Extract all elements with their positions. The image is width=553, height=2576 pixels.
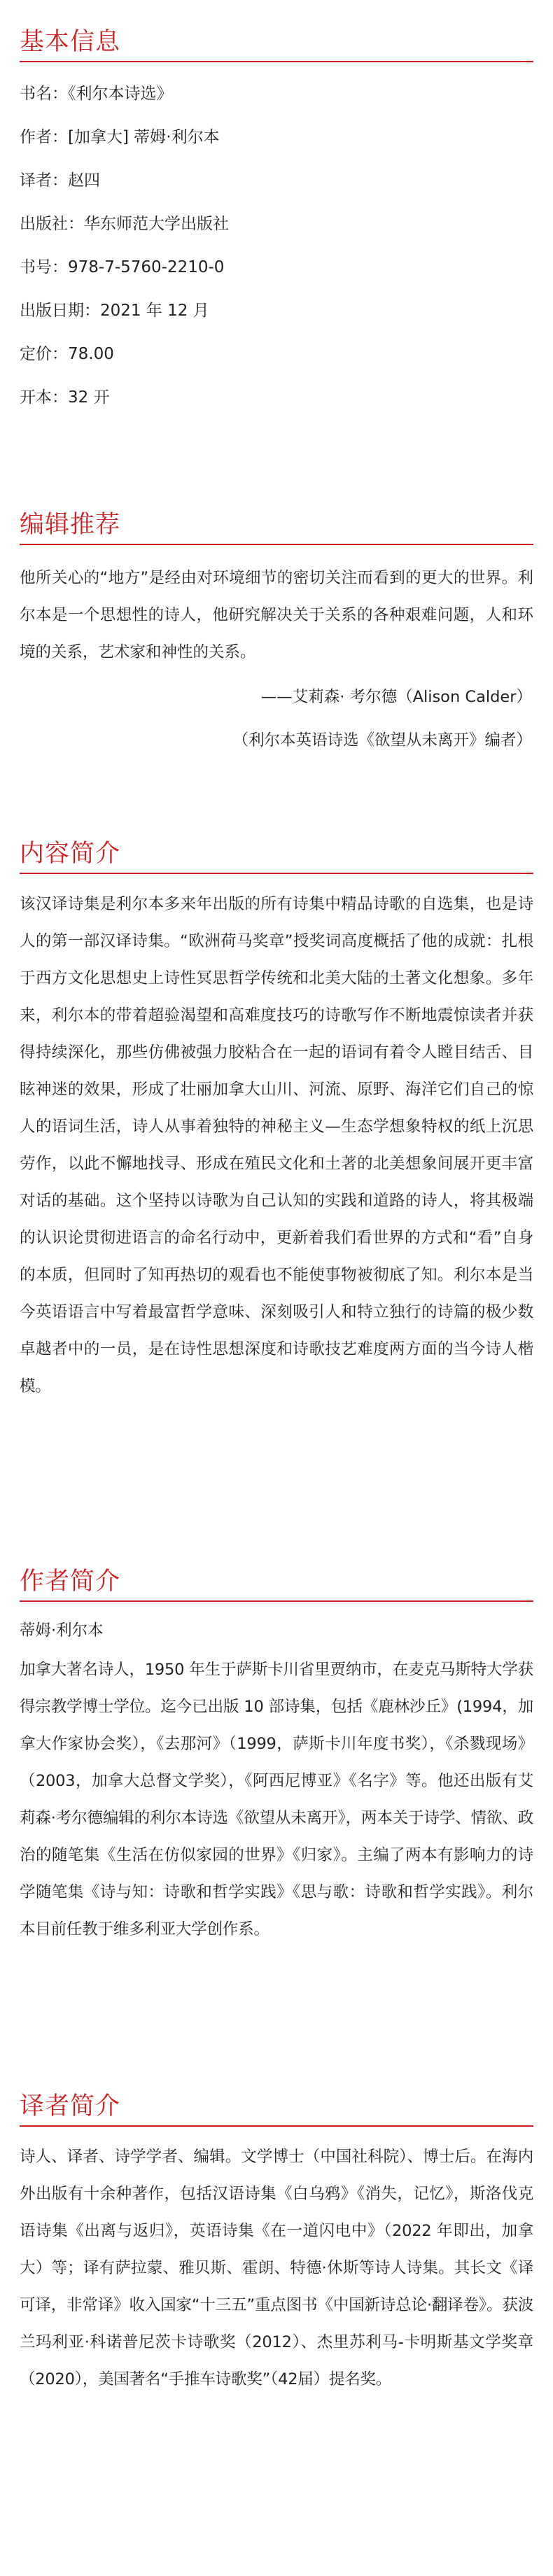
info-price: 定价：78.00 <box>20 345 114 363</box>
editor-recommend-paragraph: 他所关心的“地方”是经由对环境细节的密切关注而看到的更大的世界。利尔本是一个思想性的诗人，他研究解决关于关系的各种艰难问题，人和环境的关系，艺术家和神性的关系。 <box>20 569 533 661</box>
content-intro-divider <box>20 873 533 874</box>
info-title: 书名：《利尔本诗选》 <box>20 85 173 103</box>
basic-info-heading: 基本信息 <box>20 28 121 56</box>
basic-info-section <box>20 0 533 483</box>
editor-recommend-attribution-note: （利尔本英语诗选《欲望从未离开》编者） <box>232 731 532 749</box>
info-pub-date: 出版日期：2021 年 12 月 <box>20 302 209 320</box>
editor-recommend-attribution: ——艾莉森· 考尔德（Alison Calder） <box>260 688 532 706</box>
translator-intro-divider <box>20 2125 533 2127</box>
info-isbn: 书号：978-7-5760-2210-0 <box>20 258 225 276</box>
editor-recommend-heading: 编辑推荐 <box>20 511 121 539</box>
editor-recommend-section <box>20 483 533 812</box>
author-intro-heading: 作者简介 <box>20 1568 121 1596</box>
author-intro-divider <box>20 1600 533 1602</box>
translator-intro-paragraph: 诗人、译者、诗学学者、编辑。文学博士（中国社科院）、博士后。在海内外出版有十余种著作，包括汉语诗集《白乌鸦》《消失，记忆》，斯洛伐克语诗集《出离与返归》，英语诗集《在一道闪电中》（2022 年即出，加拿大）等；译有萨拉蒙、雅贝斯、霍朗、特德·休斯等诗人诗集。其长文《译可译，非常译》收入国家“十三五”重点图书《中国新诗总论·翻译卷》。获波兰玛利亚·科诺普尼茨卡诗歌奖（2012）、杰里苏利马-卡明斯基文学奖章（2020），美国著名“手推车诗歌奖”（42届）提名奖。 <box>20 2148 533 2388</box>
info-author: 作者：[加拿大] 蒂姆·利尔本 <box>20 128 220 146</box>
editor-recommend-divider <box>20 544 533 545</box>
content-intro-heading: 内容简介 <box>20 840 121 868</box>
author-name: 蒂姆·利尔本 <box>20 1621 104 1640</box>
translator-intro-section <box>20 2064 533 2576</box>
author-intro-paragraph: 加拿大著名诗人，1950 年生于萨斯卡川省里贾纳市，在麦克马斯特大学获得宗教学博士学位。迄今已出版 10 部诗集，包括《鹿林沙丘》(1994，加拿大作家协会奖），《去那河》（1999，萨斯卡川年度书奖），《杀戮现场》（2003，加拿大总督文学奖），《阿西尼博亚》《名字》等。他还出版有艾莉森·考尔德编辑的利尔本诗选《欲望从未离开》，两本关于诗学、情欲、政治的随笔集《生活在仿似家园的世界》《归家》。主编了两本有影响力的诗学随笔集《诗与知：诗歌和哲学实践》《思与歌：诗歌和哲学实践》。利尔本目前任教于维多利亚大学创作系。 <box>20 1661 533 1938</box>
content-intro-section <box>20 812 533 1554</box>
basic-info-list <box>20 72 533 419</box>
basic-info-divider <box>20 61 533 62</box>
info-translator: 译者：赵四 <box>20 171 100 190</box>
content-intro-paragraph: 该汉译诗集是利尔本多来年出版的所有诗集中精品诗歌的自选集，也是诗人的第一部汉译诗集。“欧洲荷马奖章”授奖词高度概括了他的成就：扎根于西方文化思想史上诗性冥思哲学传统和北美大陆的土著文化想象。多年来，利尔本的带着超验渴望和高难度技巧的诗歌写作不断地震惊读者并获得持续深化，那些仿佛被强力胶粘合在一起的语词有着令人瞠目结舌、目眩神迷的效果，形成了壮丽加拿大山川、河流、原野、海洋它们自己的惊人的语词生活，诗人从事着独特的神秘主义—生态学想象特权的纸上沉思劳作，以此不懈地找寻、形成在殖民文化和土著的北美想象间展开更丰富对话的基础。这个坚持以诗歌为自己认知的实践和道路的诗人，将其极端的认识论贯彻进语言的命名行动中，更新着我们看世界的方式和“看”自身的本质，但同时了知再热切的观看也不能使事物被彻底了知。利尔本是当今英语语言中写着最富哲学意味、深刻吸引人和特立独行的诗篇的极少数卓越者中的一员，是在诗性思想深度和诗歌技艺难度两方面的当今诗人楷模。 <box>20 895 533 1395</box>
translator-intro-heading: 译者简介 <box>20 2092 121 2120</box>
info-format: 开本：32 开 <box>20 388 110 407</box>
info-publisher: 出版社：华东师范大学出版社 <box>20 215 229 233</box>
author-intro-section <box>20 1540 533 2043</box>
